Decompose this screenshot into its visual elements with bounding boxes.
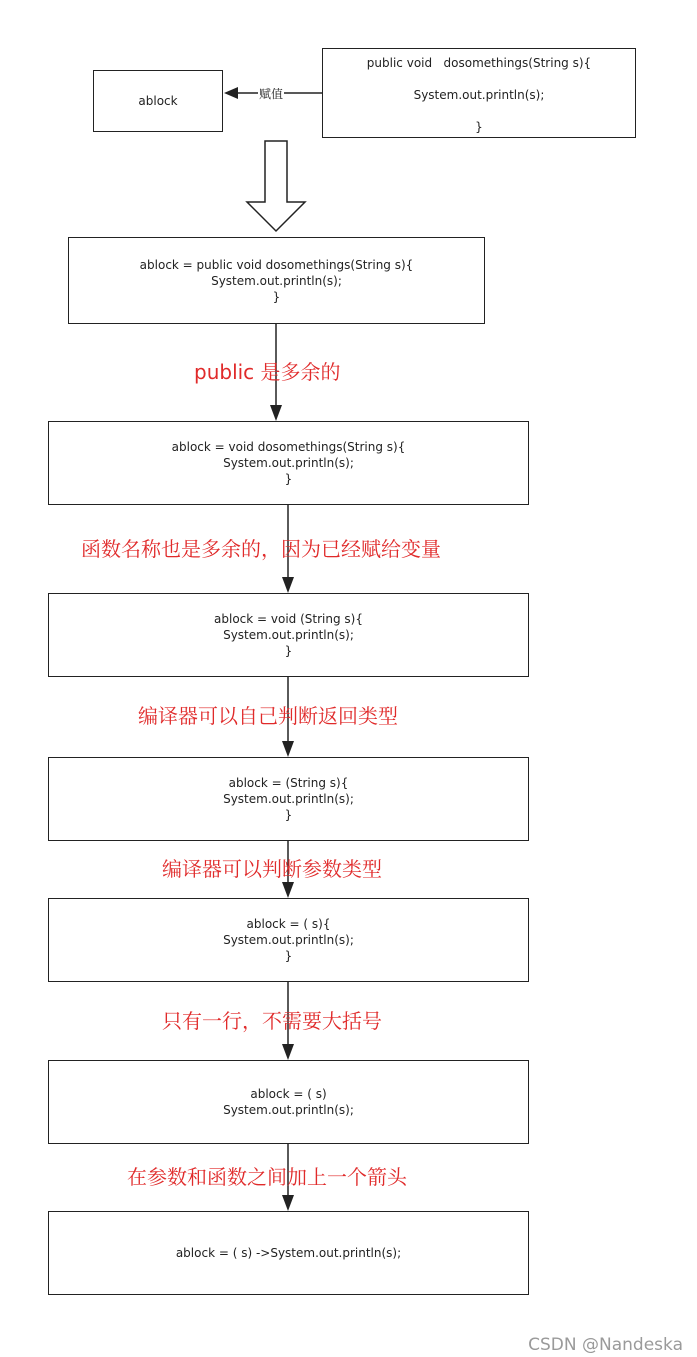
step-note: 函数名称也是多余的，因为已经赋给变量 [81,537,441,561]
step-code-line: ablock = void dosomethings(String s){ [171,440,406,454]
step-code-line: System.out.println(s); [211,273,342,288]
source-method-box [322,48,636,138]
source-method-line: public void dosomethings(String s){ [366,56,592,70]
step-box [48,757,529,841]
step-code-line: ablock = ( s){ [246,917,331,931]
step-code-line: System.out.println(s); [223,933,354,947]
step-code-line: } [284,808,293,822]
step-code-line: ablock = (String s){ [228,776,349,790]
assign-label: 赋值 [259,87,284,101]
step-note: 在参数和函数之间加上一个箭头 [127,1165,407,1189]
step-code-line: System.out.println(s); [223,792,354,806]
step-code-line: System.out.println(s); [223,628,354,642]
step-code-line: } [272,289,281,304]
ablock-box [93,70,223,132]
transform-hollow-arrow [247,141,305,231]
step-note: 编译器可以自己判断返回类型 [138,704,398,728]
step-code-line: System.out.println(s); [223,456,354,470]
step-box [48,1211,529,1295]
step-code-line: } [284,949,293,963]
step-note: public 是多余的 [194,360,341,384]
step-code-line: ablock = void (String s){ [214,612,363,626]
source-method-line: } [475,120,483,134]
step-code-line: ablock = public void dosomethings(String s){ [139,257,414,272]
step-code-line: } [284,644,293,658]
step-note: 只有一行，不需要大括号 [162,1009,382,1033]
step-box [68,237,485,324]
source-method-line: System.out.println(s); [413,88,545,102]
watermark: CSDN @Nandeska [528,1335,683,1355]
step-code-line: } [284,472,293,486]
step-box [48,421,529,505]
ablock-label: ablock [138,94,178,108]
step-note: 编译器可以判断参数类型 [162,857,382,881]
step-code-line: System.out.println(s); [223,1103,354,1117]
step-box [48,593,529,677]
step-code-line: ablock = ( s) [250,1087,327,1101]
step-code-line: ablock = ( s) ->System.out.println(s); [175,1246,402,1260]
step-box [48,898,529,982]
step-box [48,1060,529,1144]
